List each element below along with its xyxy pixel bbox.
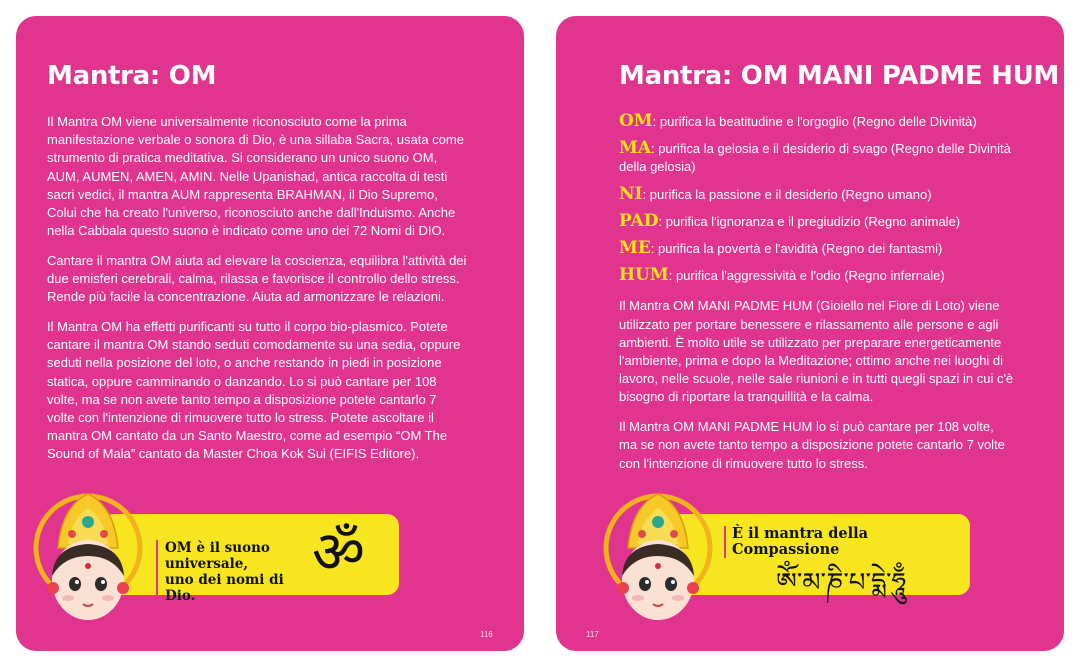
deity-face-illustration xyxy=(602,486,714,636)
mantra-syllable: ME xyxy=(619,238,651,259)
deity-face-illustration xyxy=(32,486,144,636)
callout-line: È il mantra della Compassione xyxy=(732,525,869,558)
callout-line: universale, xyxy=(165,556,249,572)
mantra-syllable: OM xyxy=(619,111,653,131)
mantra-meaning: : purifica la beatitudine e l'orgoglio (Regno delle Divinità) xyxy=(652,114,977,129)
tibetan-script-icon: ༀ་མ་ཎི་པ་དྨེ་ཧཱུྃ xyxy=(776,568,907,598)
paragraph: Cantare il mantra OM aiuta ad elevare la coscienza, equilibra l'attività dei due emisferi cerebrali, calma, rilassa e favorisce il controllo dello stress. Rende più facile la concentrazione. Aiuta ad armonizzare le relazioni. xyxy=(47,252,467,305)
callout-line: OM è il suono xyxy=(165,540,270,556)
mantra-meaning: : purifica la povertà e l'avidità (Regno dei fantasmi) xyxy=(650,241,943,257)
left-page xyxy=(16,16,524,651)
page-number: 116 xyxy=(480,630,493,639)
left-body-text xyxy=(47,113,467,475)
paragraph: Il Mantra OM MANI PADME HUM (Gioiello nel Fiore di Loto) viene utilizzato per portare benessere e rilassamento alle persone e agli ambienti. È molto utile se utilizzato per preparare energeticamente l'ambiente, prima e dopo la Meditazione; ottimo anche nei luoghi di lavoro, nelle scuole, nelle sale riunioni e in tutti quegli spazi in cui c'è bisogno di riportare la tranquillità e la calma. xyxy=(619,298,1014,405)
mantra-line xyxy=(619,239,1014,258)
mantra-meaning: : purifica l'aggressività e l'odio (Regno infernale) xyxy=(668,268,945,284)
mantra-meaning: : purifica l'ignoranza e il pregiudizio (Regno animale) xyxy=(658,213,961,229)
mantra-meaning: : purifica la gelosia e il desiderio di svago (Regno delle Divinità della gelosia) xyxy=(619,141,1011,175)
mantra-line xyxy=(619,112,1014,131)
mantra-meaning: : purifica la passione e il desiderio (Regno umano) xyxy=(642,186,932,202)
paragraph: Il Mantra OM ha effetti purificanti su tutto il corpo bio-plasmico. Potete cantare il mantra OM stando seduti comodamente su una sedia, oppure seduti nella posizione del loto, o anche restando in piedi in posizione statica, oppure camminando o danzando. Lo si può cantare per 108 volte, ma se non avete tanto tempo a disposizione potete cantarlo 7 volte con l'intenzione di rimuovere tutto lo stress. Potete ascoltare il mantra OM cantato da un Santo Maestro, come ad esempio “OM The Sound of Mala” cantato da Master Choa Kok Sui (EIFIS Editore). xyxy=(47,319,461,462)
right-page xyxy=(556,16,1064,651)
mantra-syllable: MA xyxy=(619,138,652,159)
mantra-line xyxy=(619,212,1014,231)
callout-line: uno dei nomi di Dio. xyxy=(165,572,284,604)
mantra-syllable: HUM xyxy=(619,265,669,286)
page-title: Mantra: OM xyxy=(47,61,217,91)
mantra-syllable: NI xyxy=(619,183,643,204)
mantra-line xyxy=(619,139,1014,176)
mantra-syllable: PAD xyxy=(619,210,659,231)
page-number: 117 xyxy=(586,630,599,639)
mantra-line xyxy=(619,185,1014,204)
paragraph: Il Mantra OM MANI PADME HUM lo si può cantare per 108 volte, ma se non avete tanto tempo a disposizione potete cantarlo 7 volte con l'intenzione di rimuovere tutto lo stress. xyxy=(619,419,1005,471)
right-body-text xyxy=(619,112,1014,484)
callout-text xyxy=(156,540,305,604)
mantra-line xyxy=(619,266,1014,285)
om-symbol-icon: ॐ xyxy=(312,518,365,586)
paragraph: Il Mantra OM viene universalmente riconosciuto come la prima manifestazione verbale o sonora di Dio, è una sillaba Sacra, usata come strumento di pratica meditativa. Si considerano un unico suono OM, AUM, AUMEN, AMEN, AMIN. Nelle Upanishad, antica raccolta di testi sacri vedici, il mantra AUM rappresenta BRAHMAN, il Dio Supremo, Colui che ha creato l'universo, riconosciuto anche dall'Induismo. Anche nella Cabbala questo suono è indicato come uno dei 72 Nomi di DIO. xyxy=(47,114,464,239)
page-title: Mantra: OM MANI PADME HUM xyxy=(619,61,1059,91)
